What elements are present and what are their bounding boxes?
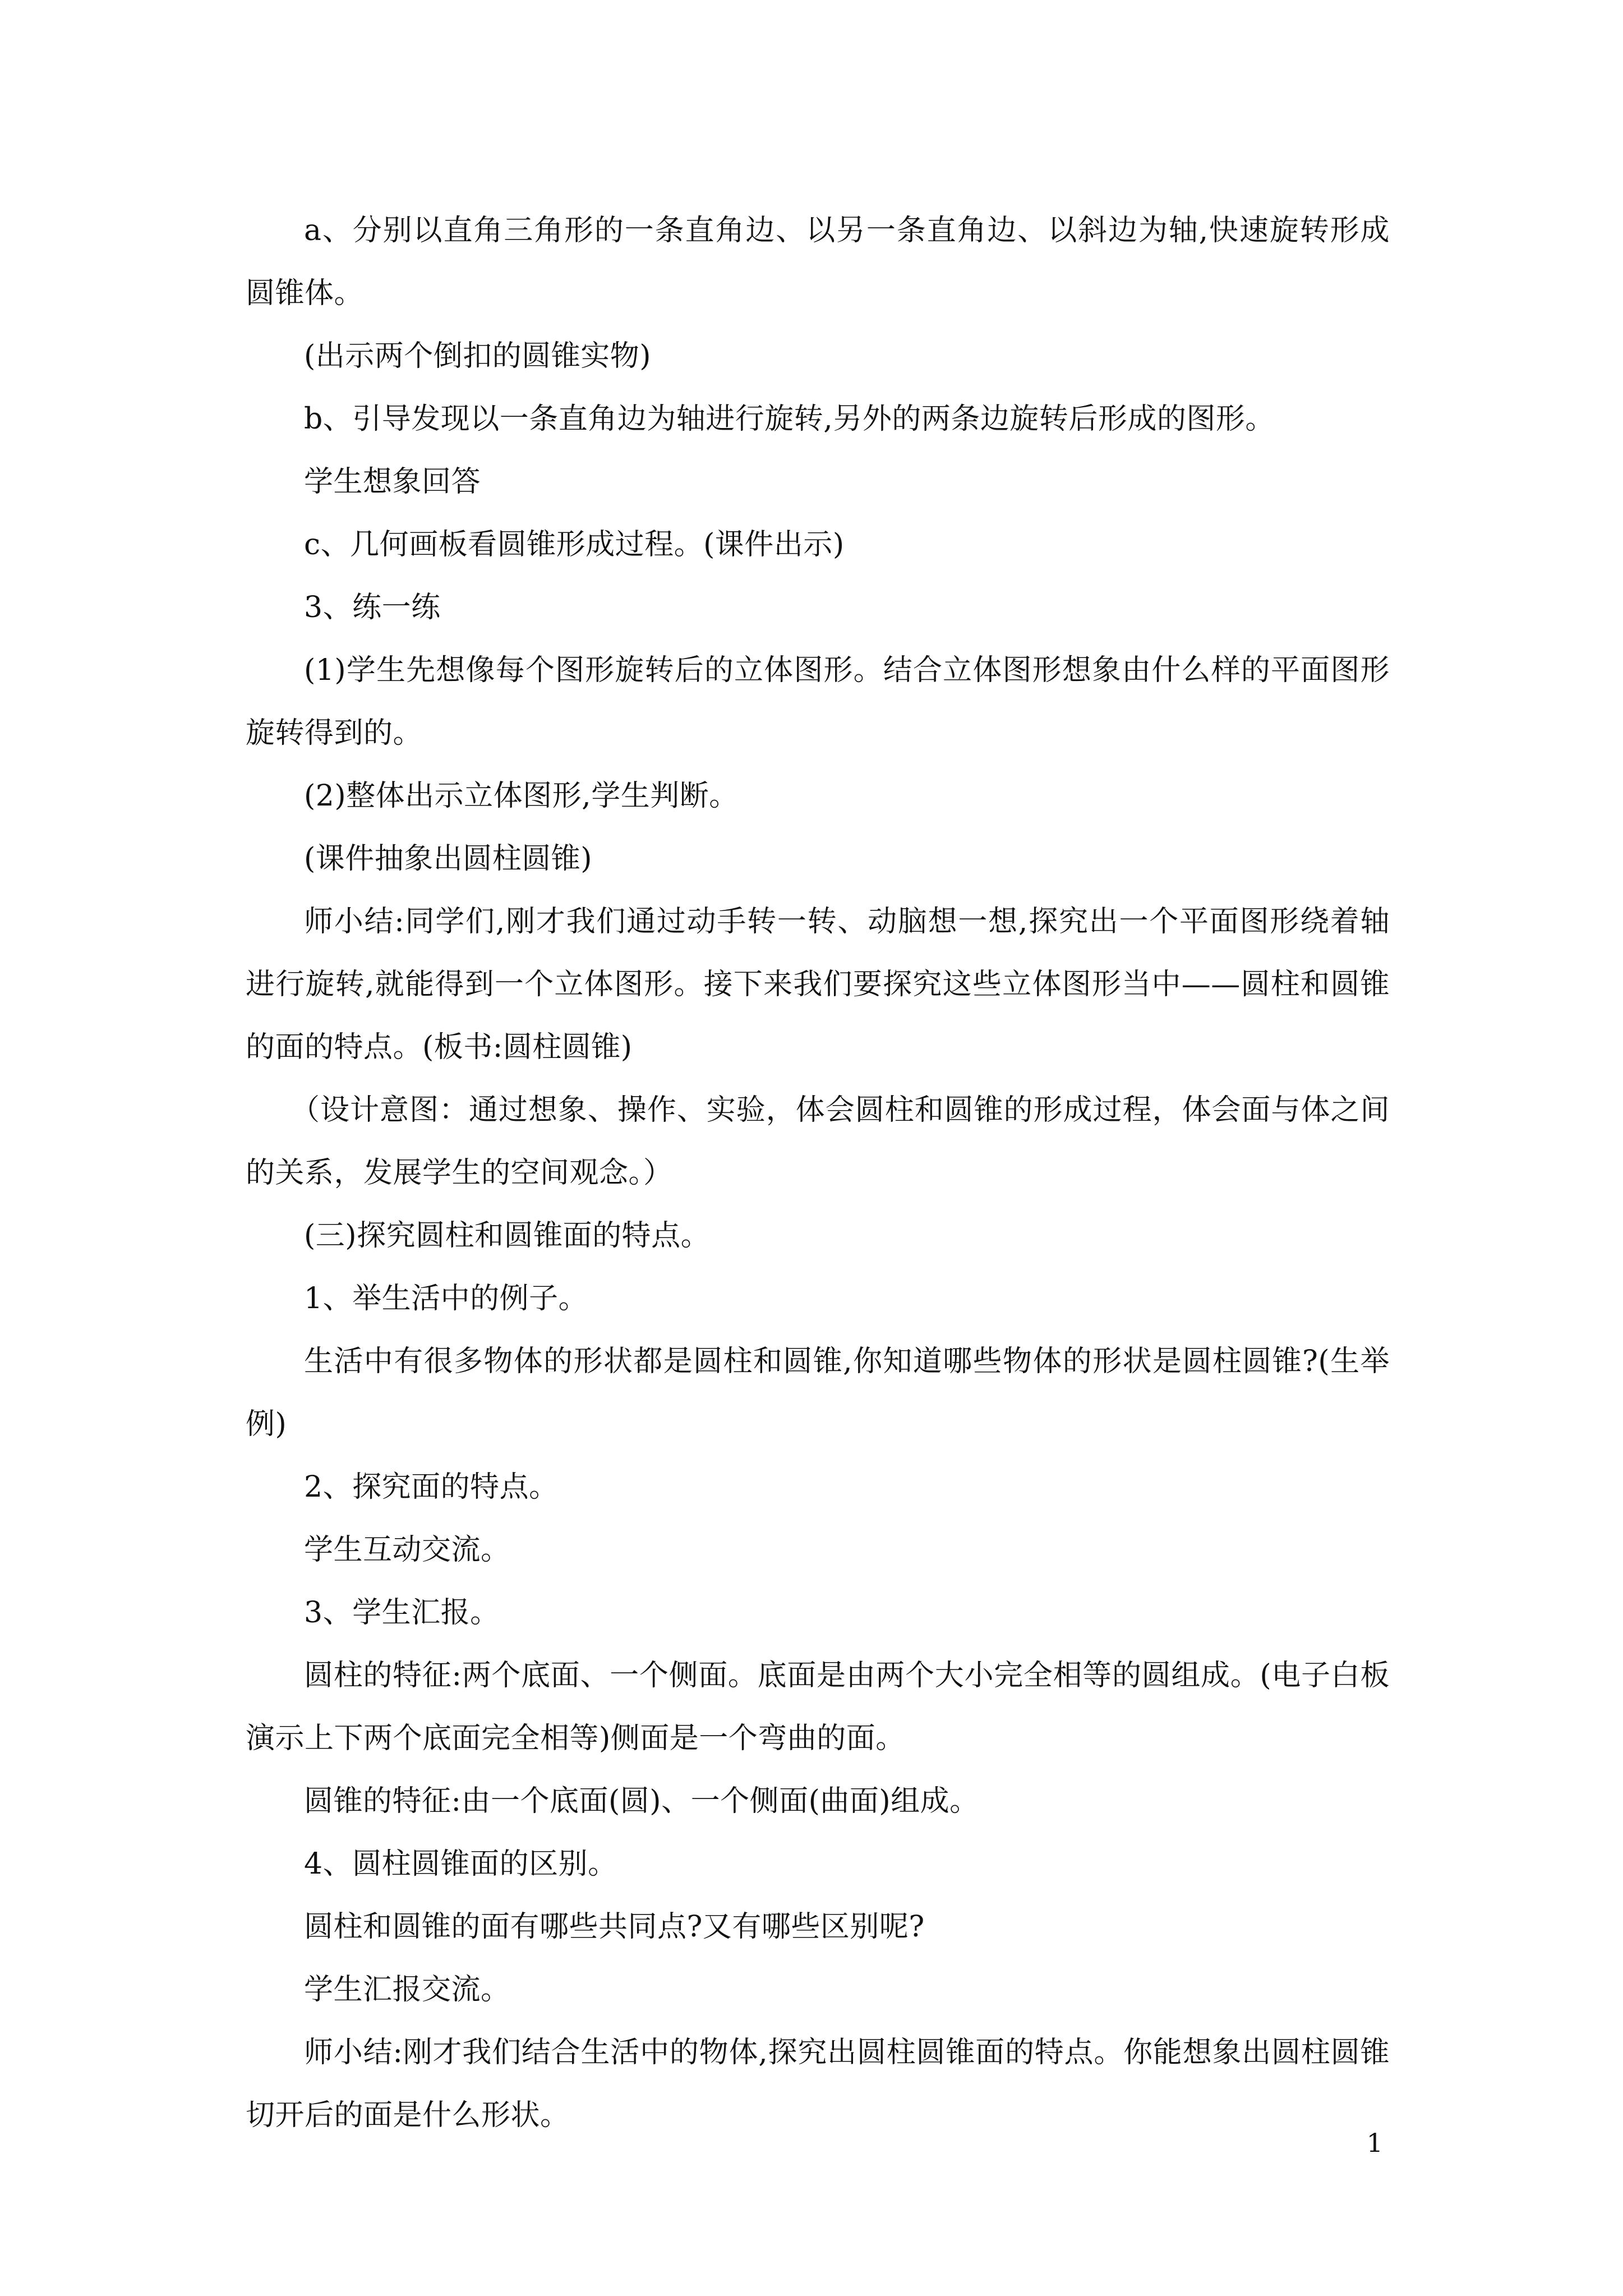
paragraph: 学生想象回答 [304,465,481,499]
paragraph: 3、练一练 [304,591,441,624]
paragraph: 圆柱和圆锥的面有哪些共同点?又有哪些区别呢? [304,1910,925,1944]
paragraph: (出示两个倒扣的圆锥实物) [304,339,652,373]
document-body [246,199,1390,2147]
paragraph: 学生汇报交流。 [304,1973,510,2007]
paragraph: (2)整体出示立体图形,学生判断。 [304,779,739,813]
paragraph: b、引导发现以一条直角边为轴进行旋转,另外的两条边旋转后形成的图形。 [304,402,1275,436]
paragraph: 圆柱的特征:两个底面、一个侧面。底面是由两个大小完全相等的圆组成。(电子白板演示上下两个底面完全相等)侧面是一个弯曲的面。 [246,1659,1390,1755]
paragraph: 学生互动交流。 [304,1533,510,1567]
paragraph: 2、探究面的特点。 [304,1470,559,1504]
paragraph: 1、举生活中的例子。 [304,1282,588,1315]
paragraph: 3、学生汇报。 [304,1596,500,1630]
page-number: 1 [1366,2128,1383,2158]
paragraph: 师小结:刚才我们结合生活中的物体,探究出圆柱圆锥面的特点。你能想象出圆柱圆锥切开后的面是什么形状。 [246,2036,1390,2132]
paragraph: a、分别以直角三角形的一条直角边、以另一条直角边、以斜边为轴,快速旋转形成圆锥体。 [246,214,1390,310]
section-heading: (三)探究圆柱和圆锥面的特点。 [304,1219,711,1253]
paragraph: 生活中有很多物体的形状都是圆柱和圆锥,你知道哪些物体的形状是圆柱圆锥?(生举例) [246,1345,1390,1441]
paragraph: (课件抽象出圆柱圆锥) [304,842,593,876]
paragraph: 4、圆柱圆锥面的区别。 [304,1847,617,1881]
design-intent-paragraph: （设计意图：通过想象、操作、实验，体会圆柱和圆锥的形成过程，体会面与体之间的关系，发展学生的空间观念。） [246,1093,1390,1190]
paragraph: c、几何画板看圆锥形成过程。(课件出示) [304,528,845,562]
paragraph: 师小结:同学们,刚才我们通过动手转一转、动脑想一想,探究出一个平面图形绕着轴进行旋转,就能得到一个立体图形。接下来我们要探究这些立体图形当中——圆柱和圆锥的面的特点。(板书:圆柱圆锥) [246,905,1390,1064]
paragraph: (1)学生先想像每个图形旋转后的立体图形。结合立体图形想象由什么样的平面图形旋转得到的。 [246,654,1390,750]
paragraph: 圆锥的特征:由一个底面(圆)、一个侧面(曲面)组成。 [304,1784,979,1818]
